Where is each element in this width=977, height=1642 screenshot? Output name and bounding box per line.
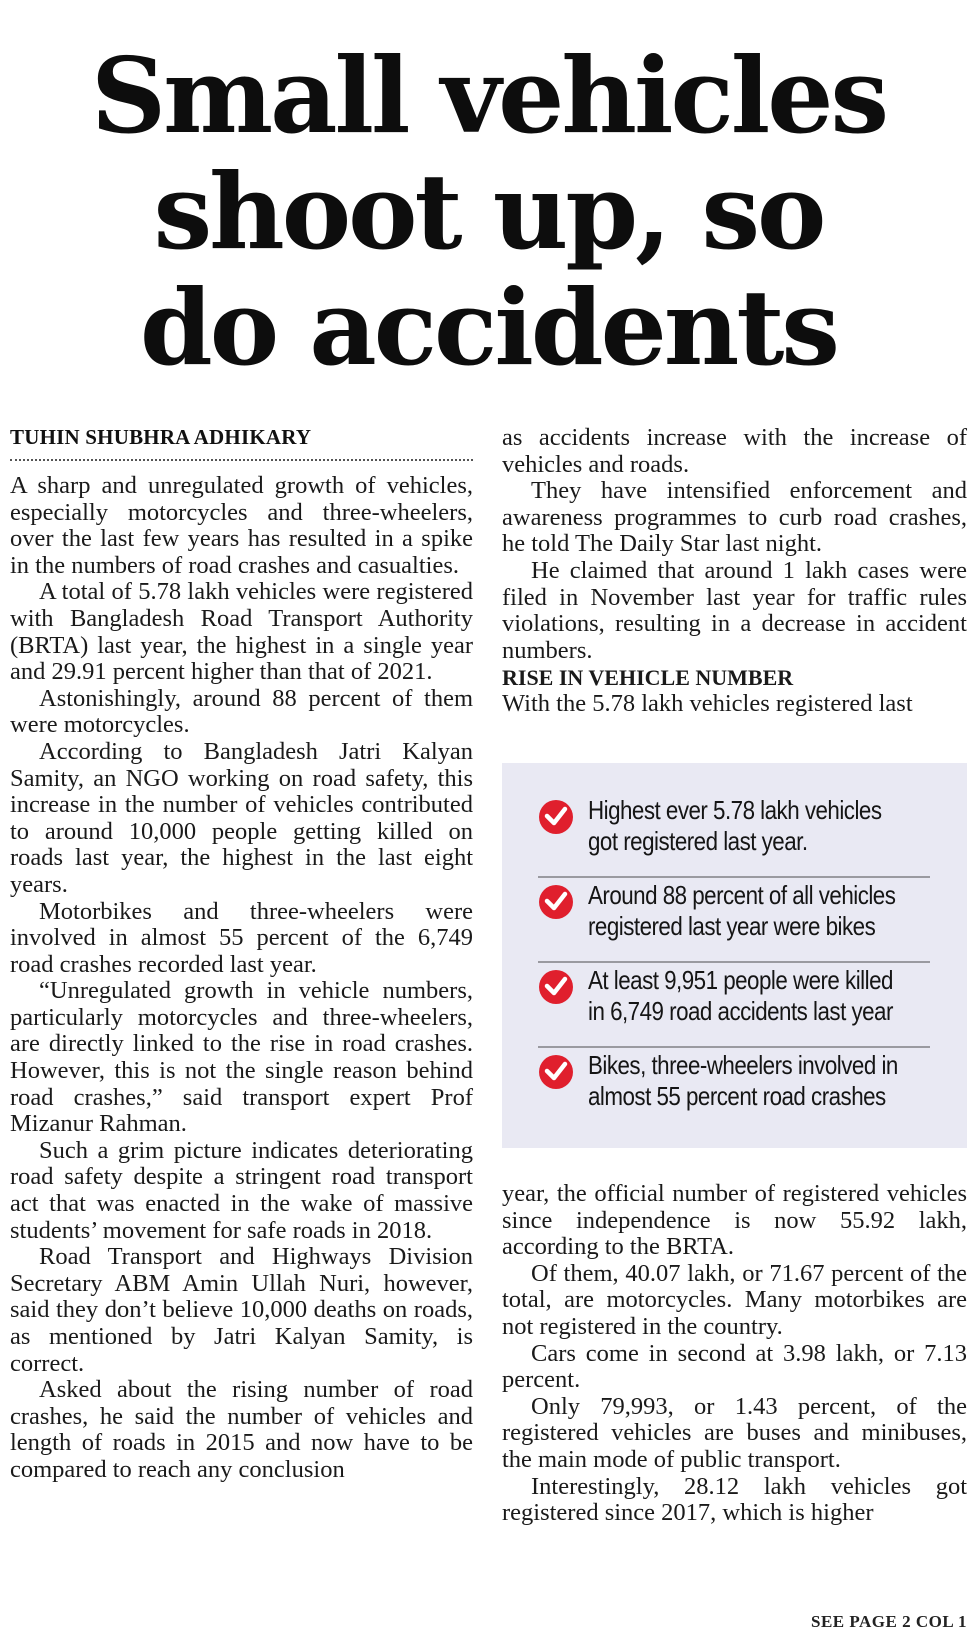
body-paragraph-continuation: as accidents increase with the increase of vehicles and roads. (502, 424, 967, 478)
body-paragraph: A total of 5.78 lakh vehicles were registered with Bangladesh Road Transport Authority (BRTA) last year, the highest in a single year and 29.91 percent higher than that of 2021. (10, 578, 473, 686)
body-paragraph: Road Transport and Highways Division Secretary ABM Amin Ullah Nuri, however, said they don’t believe 10,000 deaths on roads, as mentioned by Jatri Kalyan Samity, is correct. (10, 1243, 473, 1377)
highlights-list (538, 793, 930, 1133)
body-paragraph: Such a grim picture indicates deteriorating road safety despite a stringent road transport act that was enacted in the wake of massive students’ movement for safe roads in 2018. (10, 1136, 473, 1244)
check-circle-icon (538, 1054, 574, 1090)
highlight-line: in 6,749 road accidents last year (588, 996, 893, 1026)
body-paragraph: Motorbikes and three-wheelers were involved in almost 55 percent of the 6,749 road crashes recorded last year. (10, 897, 473, 978)
jump-line[interactable]: SEE PAGE 2 COL 1 (811, 1612, 967, 1631)
body-paragraph: According to Bangladesh Jatri Kalyan Samity, an NGO working on road safety, this increase in the number of vehicles contributed to around 10,000 people getting killed on roads last year, the highest in the last eight years. (10, 737, 473, 898)
highlight-text (588, 795, 966, 857)
highlight-line: Highest ever 5.78 lakh vehicles (588, 795, 882, 825)
body-paragraph: Interestingly, 28.12 lakh vehicles got registered since 2017, which is higher (502, 1472, 967, 1527)
body-paragraph-continuation: year, the official number of registered vehicles since independence is now 55.92 lakh, according to the BRTA. (502, 1180, 967, 1261)
body-paragraph: Of them, 40.07 lakh, or 71.67 percent of the total, are motorcycles. Many motorbikes are not registered in the country. (502, 1259, 967, 1340)
check-circle-icon (538, 969, 574, 1005)
section-subhead: RISE IN VEHICLE NUMBER (502, 665, 794, 691)
highlight-line: Bikes, three-wheelers involved in (588, 1050, 898, 1080)
check-circle-icon (538, 799, 574, 835)
body-paragraph: He claimed that around 1 lakh cases were filed in November last year for traffic rules violations, resulting in a decrease in accident numbers. (502, 556, 967, 664)
highlight-text (588, 880, 966, 942)
highlight-item (538, 1048, 930, 1133)
headline-line-3: do accidents (140, 266, 837, 389)
highlights-box (502, 763, 967, 1148)
body-paragraph: A sharp and unregulated growth of vehicles, especially motorcycles and three-wheelers, over the last few years has resulted in a spike in the numbers of road crashes and casualties. (10, 472, 473, 579)
body-paragraph: Astonishingly, around 88 percent of them were motorcycles. (10, 684, 473, 739)
headline-line-1: Small vehicles (90, 34, 887, 157)
highlight-item (538, 878, 930, 963)
highlight-line: registered last year were bikes (588, 911, 876, 941)
headline (0, 34, 977, 389)
check-circle-icon (538, 884, 574, 920)
body-paragraph: They have intensified enforcement and awareness programmes to curb road crashes, he told The Daily Star last night. (502, 477, 967, 558)
right-column-top (502, 425, 967, 718)
left-column (10, 425, 473, 1484)
right-column-bottom (502, 1181, 967, 1527)
byline: TUHIN SHUBHRA ADHIKARY (10, 425, 473, 461)
highlight-line: At least 9,951 people were killed (588, 965, 893, 995)
body-paragraph: “Unregulated growth in vehicle numbers, particularly motorcycles and three-wheelers, are directly linked to the rise in road crashes. However, this is not the single reason behind road crashes,” said transport expert Prof Mizanur Rahman. (10, 977, 473, 1138)
highlight-text (588, 1050, 966, 1112)
body-paragraph: Only 79,993, or 1.43 percent, of the registered vehicles are buses and minibuses, the main mode of public transport. (502, 1392, 967, 1473)
headline-line-2: shoot up, so (153, 150, 824, 273)
body-paragraph: With the 5.78 lakh vehicles registered last (502, 690, 913, 718)
highlight-line: Around 88 percent of all vehicles (588, 880, 896, 910)
highlight-line: got registered last year. (588, 826, 808, 856)
highlight-line: almost 55 percent road crashes (588, 1081, 886, 1111)
body-paragraph: Cars come in second at 3.98 lakh, or 7.13 percent. (502, 1339, 967, 1394)
highlight-item (538, 963, 930, 1048)
highlight-item (538, 793, 930, 878)
body-paragraph: Asked about the rising number of road crashes, he said the number of vehicles and length of roads in 2015 and now have to be compared to reach any conclusion (10, 1376, 473, 1483)
highlight-text (588, 965, 966, 1027)
